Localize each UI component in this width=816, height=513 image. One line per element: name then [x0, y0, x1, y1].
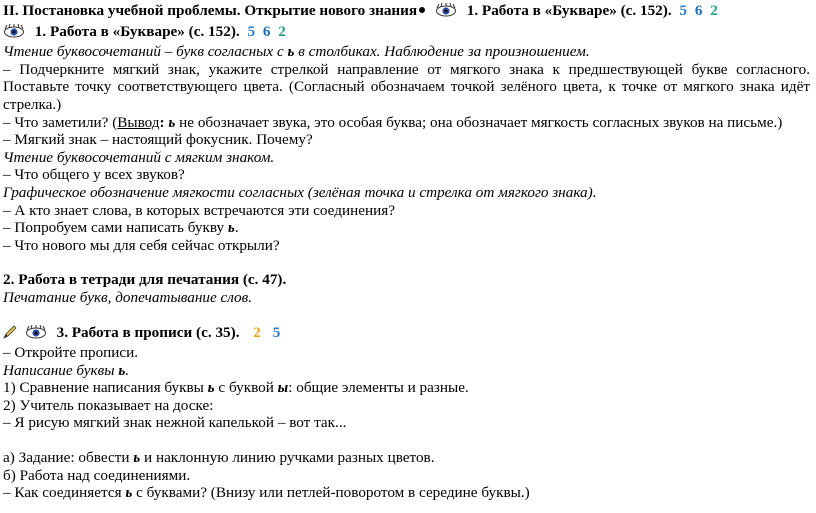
text: . — [125, 361, 130, 379]
section2-title: 2. Работа в тетради для печатания (с. 47). — [3, 271, 287, 289]
soft-sign: ь — [133, 449, 141, 467]
eye-icon — [25, 325, 47, 345]
text: . — [234, 219, 239, 237]
text: : — [159, 113, 165, 131]
text: – Что заметили? ( — [3, 113, 118, 131]
page-num: 5 — [247, 22, 256, 40]
soft-sign: ь — [207, 379, 215, 397]
eye-icon — [3, 24, 25, 44]
text-line — [3, 43, 813, 61]
spacer — [3, 307, 813, 324]
text-line: 2) Учитель показывает на доске: — [3, 396, 214, 414]
text-line: Графическое обозначение мягкости согласных (зелёная точка и стрелка от мягкого знака). — [3, 183, 597, 201]
text: – Попробуем сами написать букву — [3, 219, 225, 237]
text: Чтение буквосочетаний – букв согласных с — [3, 43, 284, 61]
text-line — [3, 114, 813, 132]
soft-sign: ь — [227, 219, 235, 237]
soft-sign: ь — [168, 113, 176, 131]
soft-sign: ь — [287, 43, 295, 61]
soft-sign: ь — [125, 484, 133, 502]
text-line: Печатание букв, допечатывание слов. — [3, 288, 253, 306]
page-num: 5 — [272, 323, 281, 341]
text-line: – Что общего у всех звуков? — [3, 166, 185, 184]
section1-heading — [3, 23, 813, 44]
header-title: II. Постановка учебной проблемы. Открытие нового знания — [3, 2, 418, 19]
spacer — [3, 432, 813, 449]
paragraph: – Подчеркните мягкий знак, укажите стрелкой направление от мягкого знака к предшествующей букве согласного. Поставьте точку соответствующего цвета. (Согласный обозначаем точкой зелёного цвета, к точке от мягкого знака идёт стрелка.) — [3, 60, 810, 113]
text: в столбиках. Наблюдение за произношением. — [298, 43, 590, 61]
text-line: Чтение буквосочетаний с мягким знаком. — [3, 148, 275, 166]
soft-sign: ь — [118, 361, 126, 379]
section3-heading — [3, 324, 813, 345]
conclusion-label: Вывод — [117, 113, 160, 131]
text-line: б) Работа над соединениями. — [3, 466, 191, 484]
text: Написание буквы — [3, 361, 115, 379]
text: с буквами? (Внизу или петлей-поворотом в середине буквы.) — [136, 484, 530, 502]
text: и наклонную линию ручками разных цветов. — [144, 449, 435, 467]
text-line: – Я рисую мягкий знак нежной капелькой – вот так... — [3, 414, 347, 432]
text-line: – А кто знает слова, в которых встречаются эти соединения? — [3, 201, 395, 219]
header-line — [3, 2, 813, 23]
page-num: 5 — [679, 2, 688, 19]
text-line: – Мягкий знак – настоящий фокусник. Почему? — [3, 131, 313, 149]
text: с буквой — [218, 379, 274, 397]
text-line — [3, 219, 813, 237]
letter-y: ы — [277, 379, 289, 397]
pencil-icon — [3, 325, 17, 344]
text: не обозначает звука, это особая буква; она обозначает мягкость согласных звуков на письме.) — [179, 113, 783, 131]
text-line — [3, 379, 813, 397]
page-num: 6 — [262, 22, 271, 40]
text: : общие элементы и разные. — [288, 379, 469, 397]
page-num: 2 — [710, 2, 718, 19]
text: – Как соединяется — [3, 484, 122, 502]
text: а) Задание: обвести — [3, 449, 130, 467]
section1-title: 1. Работа в «Букваре» (с. 152). — [34, 22, 240, 40]
page-num: 2 — [278, 22, 286, 40]
spacer — [3, 254, 813, 271]
page-num: 6 — [694, 2, 703, 19]
bullet-dot — [419, 7, 425, 13]
text-line: – Откройте прописи. — [3, 344, 139, 362]
text-line — [3, 362, 813, 380]
text-line — [3, 449, 813, 467]
task1-title: 1. Работа в «Букваре» (с. 152). — [466, 2, 672, 19]
text-line — [3, 484, 813, 502]
section3-title: 3. Работа в прописи (с. 35). — [56, 323, 240, 341]
text-line: – Что нового мы для себя сейчас открыли? — [3, 236, 280, 254]
page-num: 2 — [253, 323, 261, 341]
text: 1) Сравнение написания буквы — [3, 379, 204, 397]
eye-icon — [435, 3, 457, 23]
